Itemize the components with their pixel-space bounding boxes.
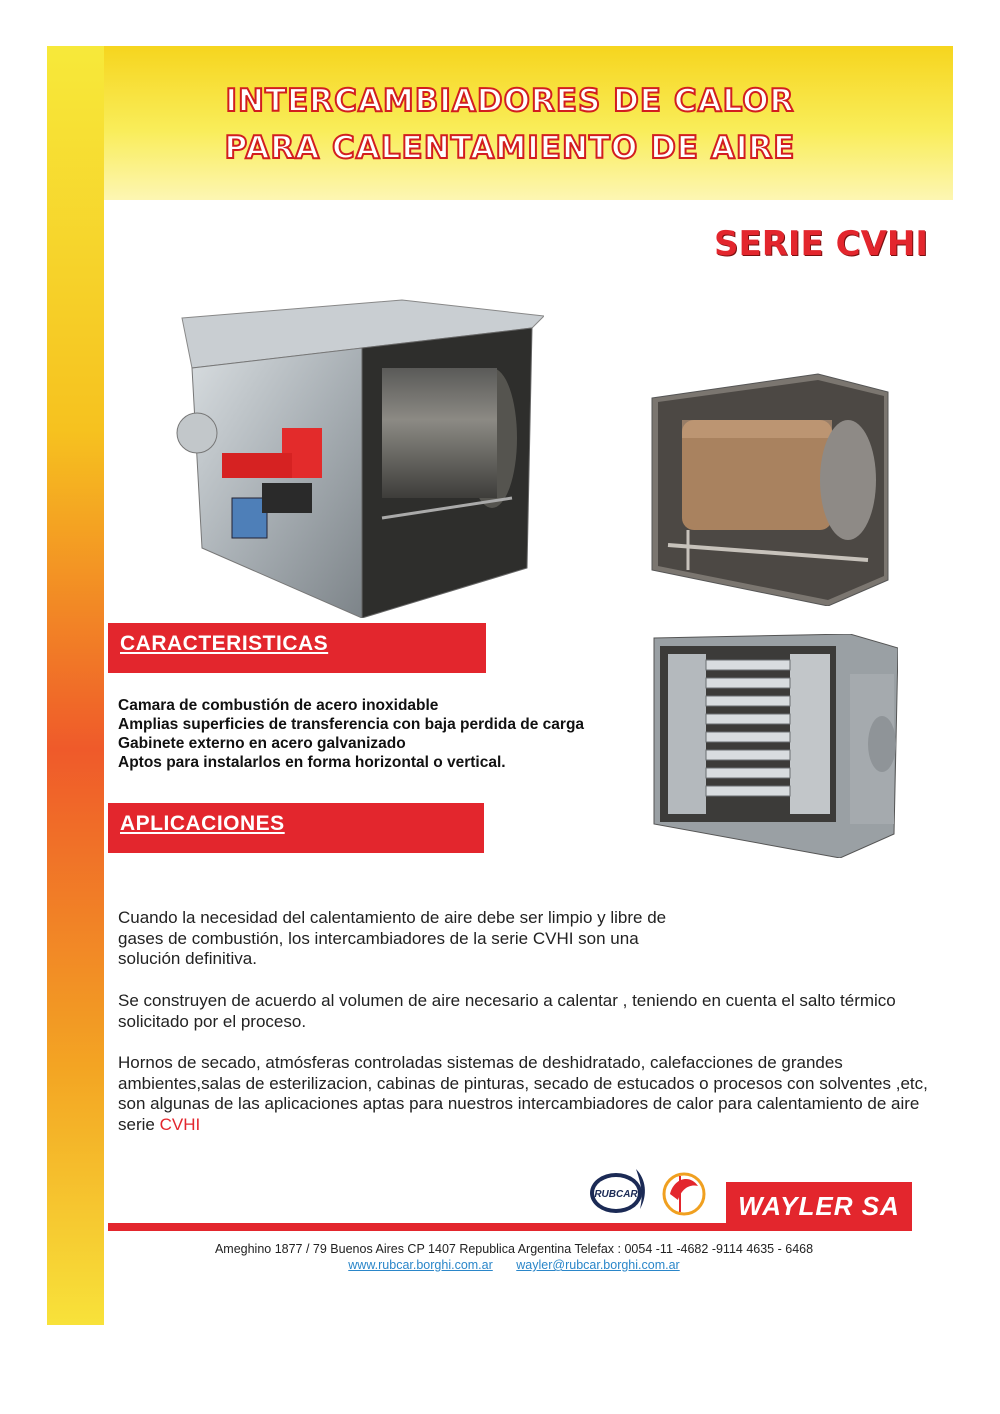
series-label: SERIE CVHI	[714, 224, 928, 264]
applications-paragraph-3	[118, 1053, 938, 1135]
feature-item: Camara de combustión de acero inoxidable	[118, 697, 439, 714]
left-gradient-bar	[47, 46, 104, 1325]
product-image-burner-unit	[172, 288, 544, 618]
email-link[interactable]: wayler@rubcar.borghi.com.ar	[516, 1258, 680, 1272]
features-list	[118, 696, 658, 772]
rubcar-logo-text: RUBCAR	[594, 1189, 638, 1200]
footer-links	[104, 1258, 924, 1272]
feature-item: Gabinete externo en acero galvanizado	[118, 735, 406, 752]
section-heading-aplicaciones: APLICACIONES	[120, 812, 285, 835]
page-title	[104, 78, 916, 172]
applications-paragraph-1: Cuando la necesidad del calentamiento de aire debe ser limpio y libre de gases de combustión, los intercambiadores de la serie CVHI son una solución definitiva.	[118, 908, 667, 968]
applications-paragraph-3-highlight: CVHI	[159, 1114, 201, 1134]
section-band-aplicaciones	[108, 803, 484, 853]
borghi-logo	[660, 1166, 708, 1220]
title-line-2: PARA CALENTAMIENTO DE AIRE	[224, 130, 796, 166]
section-band-caracteristicas	[108, 623, 486, 673]
product-image-drum-cabinet	[648, 370, 892, 606]
website-link[interactable]: www.rubcar.borghi.com.ar	[348, 1258, 493, 1272]
applications-paragraph-3-text: Hornos de secado, atmósferas controladas sistemas de deshidratado, calefacciones de grandes ambientes,salas de esterilizacion, cabinas de pinturas, secado de estucados o procesos con solventes ,etc, son algunas de las aplicaciones aptas para nuestros intercambiadores de calor para calentamiento de aire serie	[118, 1053, 928, 1134]
footer-divider	[108, 1223, 912, 1231]
applications-paragraph-2: Se construyen de acuerdo al volumen de aire necesario a calentar , teniendo en cuenta el salto térmico solicitado por el proceso.	[118, 991, 896, 1031]
footer-address: Ameghino 1877 / 79 Buenos Aires CP 1407 Republica Argentina Telefax : 0054 -11 -4682 -9114 4635 - 6468	[214, 1242, 814, 1256]
feature-item: Amplias superficies de transferencia con baja perdida de carga	[118, 716, 585, 733]
wayler-logo: WAYLER SA	[726, 1182, 912, 1230]
title-line-1: INTERCAMBIADORES DE CALOR	[225, 83, 795, 119]
feature-item: Aptos para instalarlos en forma horizontal o vertical.	[118, 754, 506, 771]
rubcar-logo	[588, 1163, 652, 1217]
product-image-tube-bundle	[650, 634, 898, 858]
section-heading-caracteristicas: CARACTERISTICAS	[120, 632, 329, 655]
